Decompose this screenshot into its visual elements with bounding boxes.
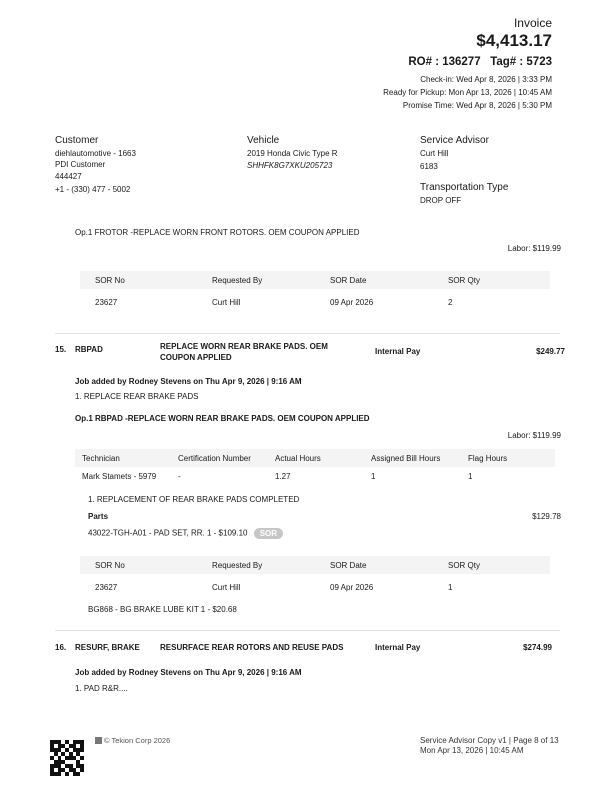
invoice-total: $4,413.17 <box>476 31 552 50</box>
tech-cell-actual-hours: 1.27 <box>275 472 291 481</box>
job-16-code: RESURF, BRAKE <box>75 643 140 652</box>
sor-cell-no: 23627 <box>95 298 118 307</box>
job-16-added-by: Job added by Rodney Stevens on Thu Apr 9, 2026 | 9:16 AM <box>75 668 302 677</box>
advisor-name: Curt Hill <box>420 149 449 158</box>
tech-cell-bill-hours: 1 <box>371 472 376 481</box>
customer-id: 444427 <box>55 172 82 181</box>
advisor-id: 6183 <box>420 162 438 171</box>
footer-brand <box>95 736 170 745</box>
divider <box>55 630 560 631</box>
tech-header-flag-hours: Flag Hours <box>468 454 508 463</box>
document-type: Invoice <box>513 16 552 30</box>
job-16-amount: $274.99 <box>523 643 552 652</box>
job-15-pay-type: Internal Pay <box>375 347 421 356</box>
divider <box>55 333 560 334</box>
part-1-text: 43022-TGH-A01 - PAD SET, RR. 1 - $109.10 <box>88 528 248 538</box>
tech-cell-technician: Mark Stamets - 5979 <box>82 472 157 481</box>
parts-label: Parts <box>88 512 109 521</box>
sor-header-requested-by: Requested By <box>212 276 263 285</box>
qr-code <box>50 740 84 776</box>
job-15-number: 15. <box>55 345 67 354</box>
ready-for-pickup-time: Ready for Pickup: Mon Apr 13, 2026 | 10:45 AM <box>383 88 552 97</box>
sor-cell-requested-by: Curt Hill <box>212 298 241 307</box>
sor2-header-no: SOR No <box>95 561 125 570</box>
part-line-2: BG868 - BG BRAKE LUBE KIT 1 - $20.68 <box>88 605 237 614</box>
tag-number: Tag# : 5723 <box>490 56 552 68</box>
customer-phone: +1 - (330) 477 - 5002 <box>55 185 131 194</box>
tekion-logo-icon <box>95 737 102 744</box>
op-frotor-line: Op.1 FROTOR -REPLACE WORN FRONT ROTORS. OEM COUPON APPLIED <box>75 228 360 237</box>
part-line-1 <box>88 528 283 539</box>
customer-heading: Customer <box>55 135 99 146</box>
vehicle-vin: SHHFK8G7XKU205723 <box>247 161 333 170</box>
transportation-heading: Transportation Type <box>420 182 509 193</box>
job-15-labor: Labor: $119.99 <box>507 431 561 440</box>
ro-tag-line <box>408 56 552 68</box>
tech-cell-certification: - <box>178 472 181 481</box>
advisor-heading: Service Advisor <box>420 135 489 146</box>
sor-cell-date: 09 Apr 2026 <box>330 298 374 307</box>
parts-total: $129.78 <box>532 512 561 521</box>
job-16-pay-type: Internal Pay <box>375 643 421 652</box>
vehicle-model: 2019 Honda Civic Type R <box>247 149 338 158</box>
vehicle-heading: Vehicle <box>247 135 280 146</box>
job-16-description: RESURFACE REAR ROTORS AND REUSE PADS <box>160 643 344 652</box>
job-16-concern: 1. PAD R&R.... <box>75 684 128 693</box>
tech-header-actual-hours: Actual Hours <box>275 454 321 463</box>
customer-name: diehlautomotive - 1663 <box>55 149 136 158</box>
job-16-number: 16. <box>55 643 67 652</box>
sor2-cell-requested-by: Curt Hill <box>212 583 241 592</box>
sor-header-no: SOR No <box>95 276 125 285</box>
tech-cell-flag-hours: 1 <box>468 472 473 481</box>
footer-printed-time: Mon Apr 13, 2026 | 10:45 AM <box>420 746 524 755</box>
ro-number: RO# : 136277 <box>408 56 481 68</box>
footer-copy-info: Service Advisor Copy v1 | Page 8 of 13 <box>420 736 559 745</box>
sor2-header-requested-by: Requested By <box>212 561 263 570</box>
job-15-code: RBPAD <box>75 345 103 354</box>
job-15-description: REPLACE WORN REAR BRAKE PADS. OEM COUPON APPLIED <box>160 342 328 362</box>
tech-header-bill-hours: Assigned Bill Hours <box>371 454 441 463</box>
job-15-added-by: Job added by Rodney Stevens on Thu Apr 9, 2026 | 9:16 AM <box>75 377 302 386</box>
job-15-correction: 1. REPLACEMENT OF REAR BRAKE PADS COMPLETED <box>88 495 300 504</box>
op-frotor-labor: Labor: $119.99 <box>507 244 561 253</box>
sor-header-qty: SOR Qty <box>448 276 481 285</box>
sor-cell-qty: 2 <box>448 298 453 307</box>
job-15-op-line: Op.1 RBPAD -REPLACE WORN REAR BRAKE PADS. OEM COUPON APPLIED <box>75 414 370 423</box>
sor2-cell-qty: 1 <box>448 583 453 592</box>
checkin-time: Check-in: Wed Apr 8, 2026 | 3:33 PM <box>420 75 552 84</box>
job-15-amount: $249.77 <box>536 347 565 356</box>
footer-copyright: © Tekion Corp 2026 <box>104 736 171 745</box>
promise-time: Promise Time: Wed Apr 8, 2026 | 5:30 PM <box>402 101 552 110</box>
sor-badge: SOR <box>254 528 283 539</box>
sor2-cell-date: 09 Apr 2026 <box>330 583 374 592</box>
job-15-concern: 1. REPLACE REAR BRAKE PADS <box>75 392 199 401</box>
transportation-type: DROP OFF <box>420 196 462 205</box>
sor2-header-qty: SOR Qty <box>448 561 481 570</box>
sor2-header-date: SOR Date <box>330 561 367 570</box>
customer-type: PDI Customer <box>55 160 106 169</box>
tech-header-technician: Technician <box>82 454 120 463</box>
tech-header-certification: Certification Number <box>178 454 251 463</box>
sor2-cell-no: 23627 <box>95 583 118 592</box>
sor-header-date: SOR Date <box>330 276 367 285</box>
